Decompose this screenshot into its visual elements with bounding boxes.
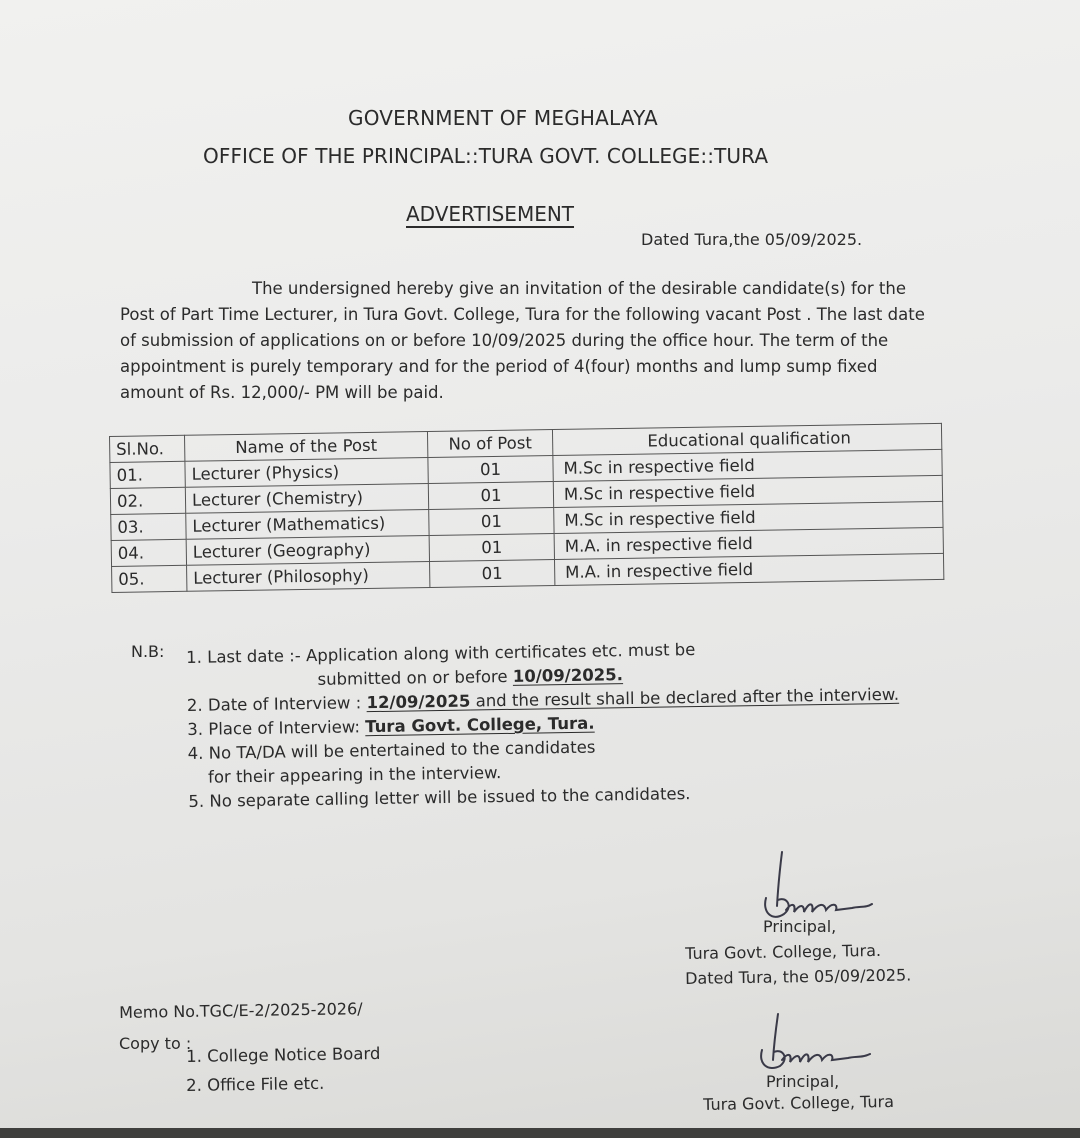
last-date-value: 10/09/2025. — [512, 665, 624, 686]
cell-qualification: M.Sc in respective field — [554, 501, 943, 533]
cell-count: 01 — [428, 456, 553, 484]
college-name: Tura Govt. College, Tura. — [685, 940, 882, 963]
note-2-text: and the result shall be declared after the interview. — [470, 684, 900, 711]
note-3-label: 3. Place of Interview: — [187, 717, 366, 739]
principal-title: Principal, — [763, 917, 837, 936]
cell-count: 01 — [428, 482, 553, 510]
cell-sl: 01. — [110, 461, 185, 488]
header-qualification: Educational qualification — [552, 423, 941, 455]
copy-item: 2. Office File etc. — [186, 1073, 325, 1095]
cell-count: 01 — [429, 534, 554, 562]
interview-date-value: 12/09/2025 — [366, 691, 471, 713]
intro-paragraph — [120, 276, 935, 406]
intro-paragraph-text: The undersigned hereby give an invitation of the desirable candidate(s) for the Post of Part Time Lecturer, in Tura Govt. College, Tura for the following vacant Post . The last date of submission of applications on or before 10/09/2025 during the office hour. The term of the appointment is purely temporary and for the period of 4(four) months and lump sump fixed amount of Rs. 12,000/- PM will be paid. — [120, 279, 925, 402]
office-heading: OFFICE OF THE PRINCIPAL::TURA GOVT. COLLEGE::TURA — [203, 144, 769, 168]
copy-to-label: Copy to : — [119, 1034, 192, 1053]
cell-sl: 04. — [111, 539, 186, 566]
header-sl-no: Sl.No. — [110, 435, 185, 462]
copy-item: 1. College Notice Board — [186, 1043, 381, 1066]
principal-title: Principal, — [766, 1072, 840, 1091]
note-1-text: 1. Last date :- Application along with certificates etc. must be — [186, 640, 696, 667]
cell-qualification: M.Sc in respective field — [553, 449, 942, 481]
cell-post: Lecturer (Mathematics) — [186, 509, 429, 539]
cell-qualification: M.A. in respective field — [554, 527, 943, 559]
vacancy-table — [109, 423, 944, 593]
cell-post: Lecturer (Geography) — [186, 535, 429, 565]
interview-place-value: Tura Govt. College, Tura. — [365, 713, 595, 737]
note-2-label: 2. Date of Interview : — [186, 693, 367, 715]
desk-edge — [0, 1128, 1080, 1138]
cell-post: Lecturer (Chemistry) — [185, 483, 428, 513]
cell-sl: 02. — [110, 487, 185, 514]
header-post-name: Name of the Post — [184, 431, 427, 461]
cell-qualification: M.A. in respective field — [554, 553, 943, 585]
note-5-text: 5. No separate calling letter will be issued to the candidates. — [188, 784, 691, 811]
government-heading: GOVERNMENT OF MEGHALAYA — [348, 106, 658, 130]
note-1-text-cont: submitted on or before — [317, 666, 513, 689]
notes-list — [186, 634, 949, 814]
dated-line: Dated Tura,the 05/09/2025. — [641, 230, 863, 249]
signature-image — [752, 1010, 882, 1080]
college-name: Tura Govt. College, Tura — [703, 1092, 895, 1114]
note-4-text: 4. No TA/DA will be entertained to the candidates — [187, 737, 596, 763]
signature-image — [752, 848, 882, 928]
memo-number: Memo No.TGC/E-2/2025-2026/ — [119, 999, 363, 1022]
cell-sl: 05. — [112, 565, 187, 592]
nb-label: N.B: — [131, 642, 165, 661]
cell-sl: 03. — [111, 513, 186, 540]
note-4-text-cont: for their appearing in the interview. — [207, 763, 502, 787]
cell-post: Lecturer (Philosophy) — [187, 561, 430, 591]
cell-qualification: M.Sc in respective field — [553, 475, 942, 507]
cell-count: 01 — [429, 508, 554, 536]
cell-post: Lecturer (Physics) — [185, 457, 428, 487]
signature-date: Dated Tura, the 05/09/2025. — [685, 965, 912, 988]
cell-count: 01 — [430, 560, 555, 588]
header-post-count: No of Post — [427, 430, 552, 458]
advertisement-title: ADVERTISEMENT — [406, 202, 575, 226]
